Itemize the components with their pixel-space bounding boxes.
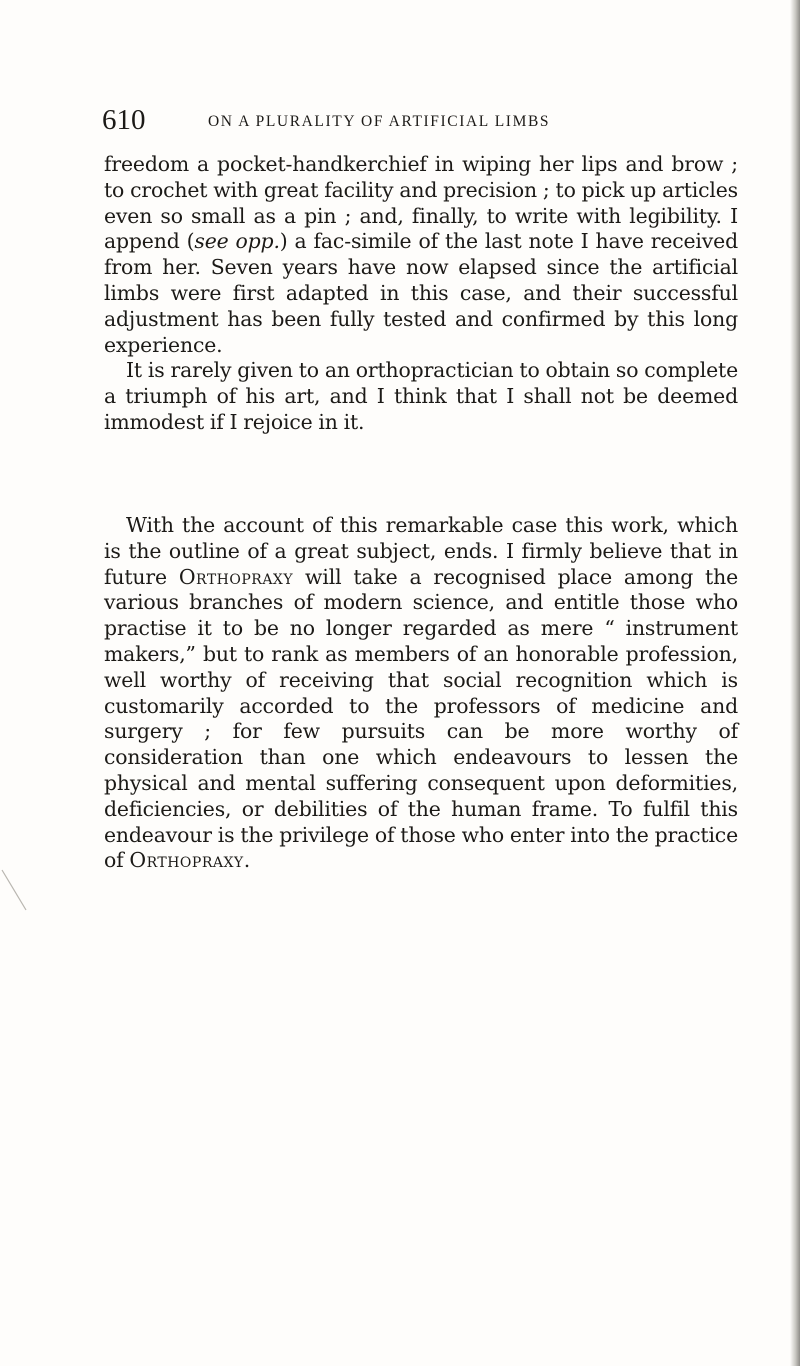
- scan-pencil-mark: [0, 868, 30, 914]
- p2-text-a: With the account of this remarkable case this work, which is the outline of a great subject, ends. I firmly believe that in future: [104, 513, 738, 589]
- page-header: [0, 104, 800, 144]
- p2-smallcaps-1: Orthopraxy: [178, 564, 294, 589]
- paragraph-2: [104, 513, 738, 874]
- running-head: ON A PLURALITY OF ARTIFICIAL LIMBS: [208, 113, 551, 130]
- p2-smallcaps-2: Orthopraxy: [129, 848, 244, 873]
- p1-italic: see opp.: [194, 229, 280, 254]
- p1-text-a: freedom a pocket-handkerchief in wiping her lips and brow ; to crochet with great facility and precision ; to pick up articles even so small as a pin ; and, finally, to write with legibility. I append (: [104, 152, 738, 254]
- page-number: 610: [102, 104, 146, 136]
- paragraph-1b: It is rarely given to an orthopractician to obtain so complete a triumph of his art, and I think that I shall not be deemed immodest if I rejoice in it.: [104, 358, 738, 434]
- p1-text-b: ) a fac-simile of the last note I have received from her. Seven years have now elapsed since the artificial limbs were first adapted in this case, and their successful adjustment has been fully tested and confirmed by this long experience.: [104, 229, 738, 357]
- p2-text-b: will take a recognised place among the various branches of modern science, and entitle those who practise it to be no longer regarded as mere “ instrument makers,” but to rank as members of an honorable profession, well worthy of receiving that social recognition which is customarily accorded to the professors of medicine and surgery ; for few pursuits can be more worthy of consideration than one which endeavours to lessen the physical and mental suffering consequent upon deformities, deficiencies, or debilities of the human frame. To fulfil this endeavour is the privilege of those who enter into the practice of: [104, 564, 738, 873]
- paragraph-1: [104, 152, 738, 436]
- p2-end: .: [243, 848, 251, 873]
- page-edge-shadow: [790, 0, 800, 1366]
